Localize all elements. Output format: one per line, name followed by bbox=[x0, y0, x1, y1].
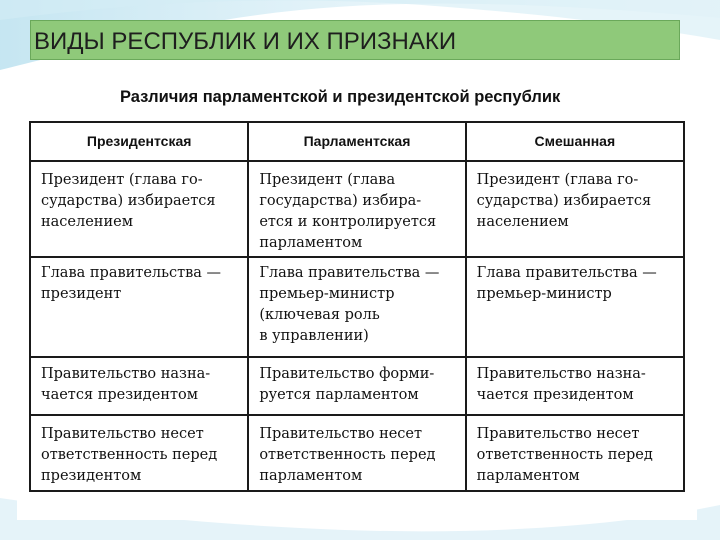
column-header-parliamentary: Парламентская bbox=[248, 122, 465, 161]
table-cell bbox=[248, 357, 465, 415]
table-cell bbox=[30, 257, 248, 357]
table-header-row bbox=[30, 122, 684, 161]
comparison-table bbox=[29, 121, 685, 492]
table-heading: Различия парламентской и президентской республик bbox=[120, 88, 561, 106]
cell-text: Глава правительства — премьер-министр (ключевая роль в управлении) bbox=[259, 265, 440, 344]
table-row bbox=[30, 161, 684, 257]
cell-text: Правительство несет ответственность перед парламентом bbox=[259, 426, 436, 484]
table-cell bbox=[466, 161, 684, 257]
table-cell bbox=[30, 161, 248, 257]
table-row bbox=[30, 415, 684, 491]
cell-text: Правительство назна- чается президентом bbox=[41, 366, 211, 403]
table-cell bbox=[466, 415, 684, 491]
table-cell bbox=[248, 161, 465, 257]
table-row bbox=[30, 257, 684, 357]
table-cell bbox=[30, 357, 248, 415]
cell-text: Правительство несет ответственность перед парламентом bbox=[476, 426, 653, 484]
table-row bbox=[30, 357, 684, 415]
table-cell bbox=[30, 415, 248, 491]
table-cell bbox=[466, 257, 684, 357]
slide-title-bar bbox=[30, 20, 680, 60]
slide-title: ВИДЫ РЕСПУБЛИК И ИХ ПРИЗНАКИ bbox=[34, 28, 457, 55]
cell-text: Глава правительства — премьер-министр bbox=[476, 265, 657, 302]
column-header-presidential: Президентская bbox=[30, 122, 248, 161]
cell-text: Президент (глава го- сударства) избирается населением bbox=[476, 172, 652, 230]
cell-text: Правительство несет ответственность перед президентом bbox=[41, 426, 218, 484]
cell-text: Правительство форми- руется парламентом bbox=[259, 366, 435, 403]
column-header-mixed: Смешанная bbox=[466, 122, 684, 161]
table-cell bbox=[248, 257, 465, 357]
table-cell bbox=[466, 357, 684, 415]
cell-text: Правительство назна- чается президентом bbox=[476, 366, 646, 403]
cell-text: Президент (глава го- сударства) избирается населением bbox=[41, 172, 216, 230]
cell-text: Глава правительства — президент bbox=[41, 265, 222, 302]
table-cell bbox=[248, 415, 465, 491]
cell-text: Президент (глава государства) избира- ется и контролируется парламентом bbox=[259, 172, 437, 251]
